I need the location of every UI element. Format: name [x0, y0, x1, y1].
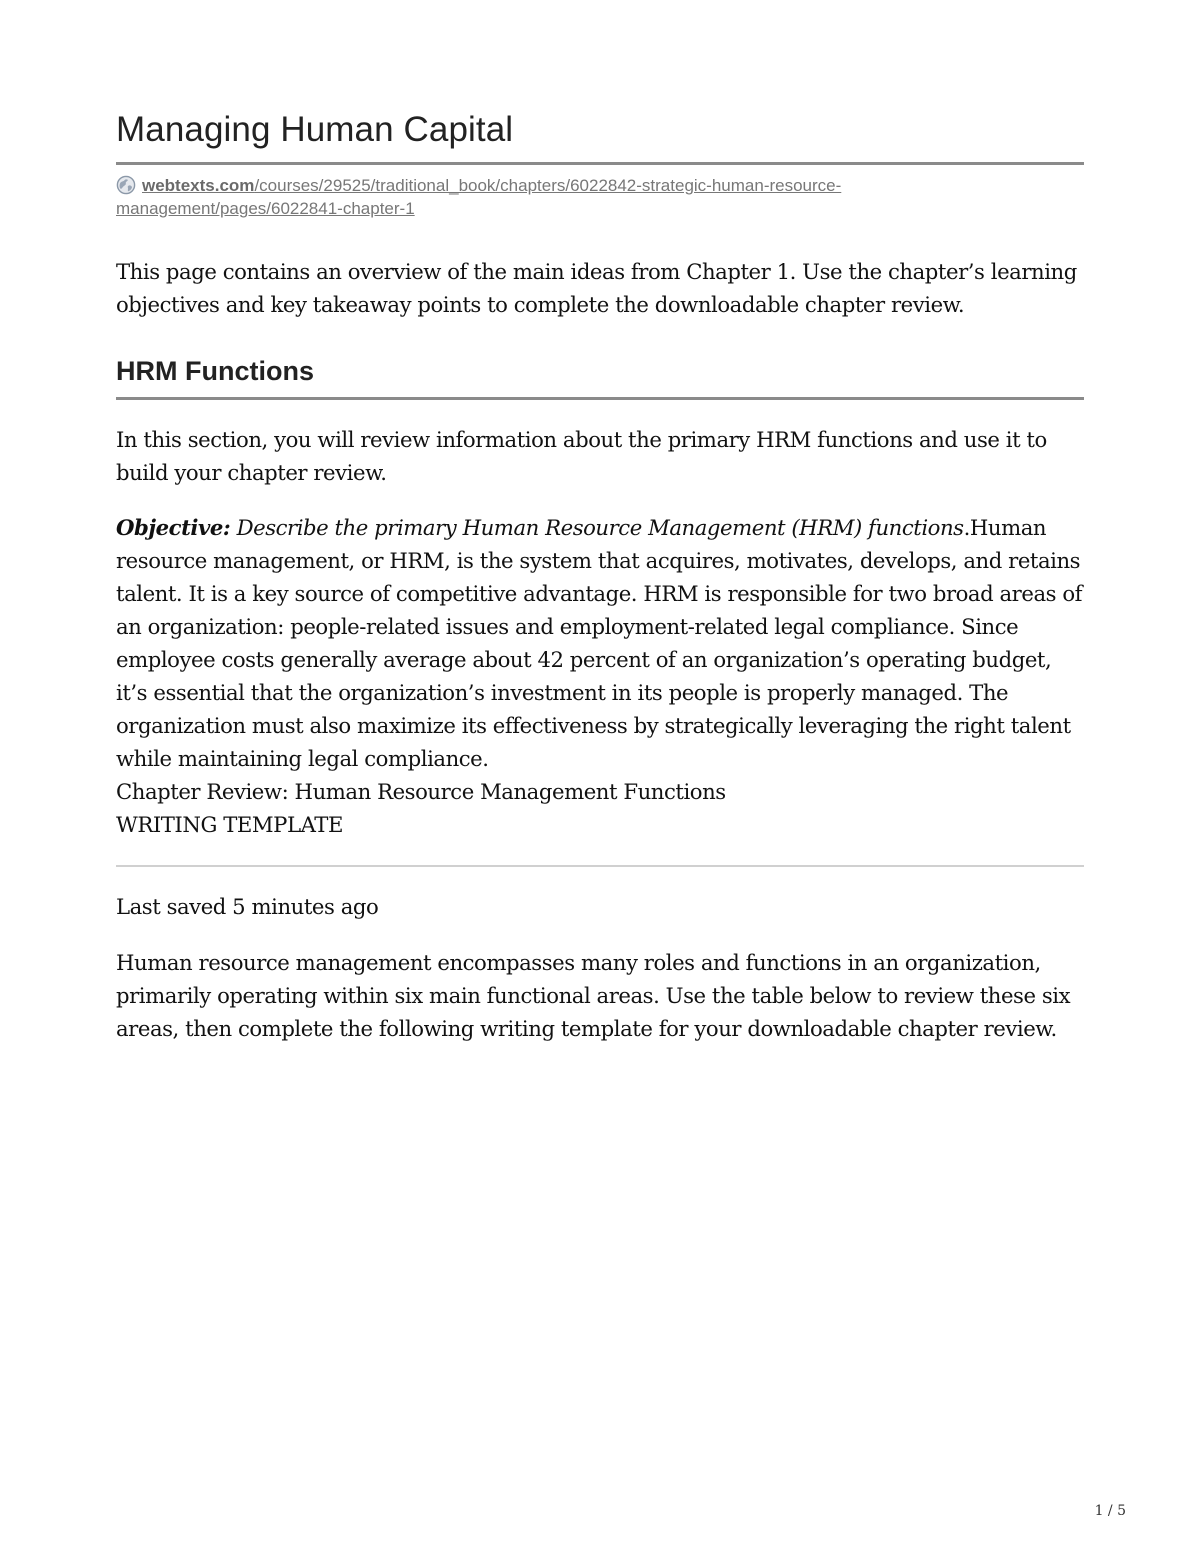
objective-text: Describe the primary Human Resource Management (HRM) functions	[230, 515, 964, 540]
chapter-review-title: Chapter Review: Human Resource Management Functions	[116, 779, 726, 804]
last-saved-status: Last saved 5 minutes ago	[116, 894, 379, 919]
closing-paragraph: Human resource management encompasses many roles and functions in an organization, primarily operating within six main functional areas. Use the table below to review these six areas, then complete the following writing template for your downloadable chapter review.	[116, 950, 1071, 1041]
section-heading: HRM Functions	[116, 356, 314, 386]
title-divider	[116, 162, 1084, 165]
page-title: Managing Human Capital	[116, 110, 514, 149]
section-description: In this section, you will review information about the primary HRM functions and use it to build your chapter review.	[116, 427, 1047, 485]
template-divider	[116, 865, 1084, 867]
intro-paragraph: This page contains an overview of the main ideas from Chapter 1. Use the chapter’s learning objectives and key takeaway points to complete the downloadable chapter review.	[116, 259, 1077, 317]
page-number: 1 / 5	[1094, 1503, 1126, 1519]
source-link[interactable]: webtexts.com/courses/29525/traditional_book/chapters/6022842-strategic-human-resource- management/pages/6022841-chapter-1	[116, 176, 842, 218]
writing-template-label: WRITING TEMPLATE	[116, 812, 343, 837]
section-divider	[116, 397, 1084, 400]
objective-body: .Human resource management, or HRM, is the system that acquires, motivates, develops, and retains talent. It is a key source of competitive advantage. HRM is responsible for two broad areas of an organization: people-related issues and employment-related legal compliance. Since employee costs generally average about 42 percent of an organization’s operating budget, it’s essential that the organization’s investment in its people is properly managed. The organization must also maximize its effectiveness by strategically leveraging the right talent while maintaining legal compliance.	[116, 515, 1083, 771]
globe-icon	[116, 175, 136, 195]
source-url	[116, 174, 916, 220]
objective-label: Objective:	[116, 515, 231, 540]
objective-paragraph	[116, 511, 1084, 775]
